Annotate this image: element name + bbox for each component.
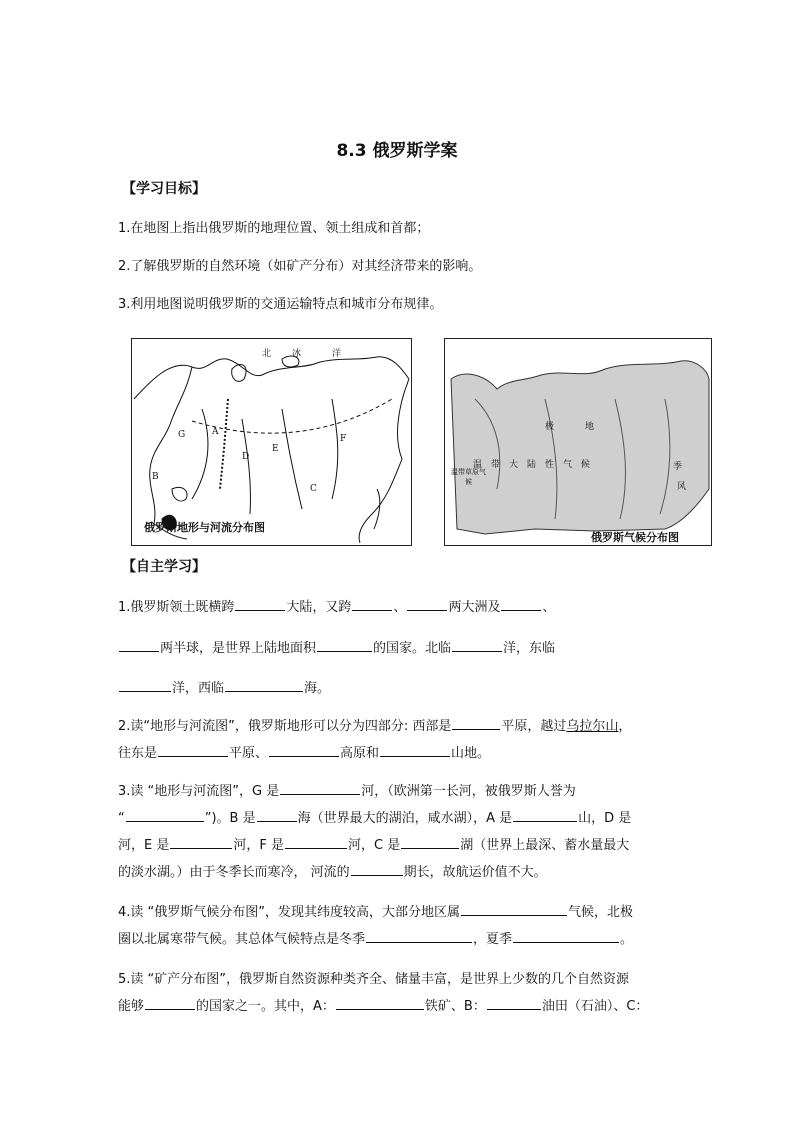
goal-item-1: 1.在地图上指出俄罗斯的地理位置、领土组成和首都； [118,221,430,236]
q5-line-2: 能够 的国家之一。其中，A： 铁矿、B： 油田（石油）、C： [118,999,649,1014]
q4-line-2: 圈以北属寒带气候。其总体气候特点是冬季 ，夏季 。 [118,932,634,947]
q4-line-1: 4.读 “俄罗斯气候分布图”，发现其纬度较高，大部分地区属 气候，北极 [118,905,634,920]
map-label-d: D [242,452,250,462]
blank[interactable] [317,639,372,652]
map-label-g: G [178,430,186,440]
blank[interactable] [126,809,204,822]
climate-label-6: 气 [563,460,573,470]
climate-extra-2: 候 [465,478,472,486]
blank[interactable] [351,863,403,876]
climate-extra-1: 温带草原气 [451,468,486,476]
blank[interactable] [461,903,567,916]
map-label-c: C [310,484,317,494]
climate-extra-6: 风 [677,482,687,492]
terrain-river-map-drawing [132,339,411,545]
climate-label-5: 性 [545,460,555,470]
blank[interactable] [513,809,577,822]
q1-line-1: 1.俄罗斯领土既横跨 大陆，又跨 、 两大洲及 、 [118,600,556,615]
blank[interactable] [145,997,195,1010]
map-label-e: E [272,444,279,454]
goal-item-3: 3.利用地图说明俄罗斯的交通运输特点和城市分布规律。 [118,297,443,312]
blank[interactable] [407,598,447,611]
climate-label-4: 陆 [527,460,537,470]
q1-line-3: 洋，西临 海。 [118,677,330,696]
q5-line-1: 5.读 “矿产分布图”，俄罗斯自然资源种类齐全、储量丰富，是世界上少数的几个自然资源 [118,972,630,987]
blank[interactable] [452,639,502,652]
climate-map-caption: 俄罗斯气候分布图 [591,531,679,544]
blank[interactable] [366,930,472,943]
goals-heading: 【学习目标】 [122,181,206,197]
self-study-heading: 【自主学习】 [122,559,206,575]
blank[interactable] [235,598,285,611]
map-label-f: F [340,434,347,444]
blank[interactable] [285,836,347,849]
blank[interactable] [352,598,392,611]
blank[interactable] [170,836,232,849]
goal-item-2: 2.了解俄罗斯的自然环境（如矿产分布）对其经济带来的影响。 [118,259,482,274]
climate-map [444,338,712,546]
climate-extra-5: 季 [673,462,683,472]
blank[interactable] [225,679,303,692]
terrain-map-caption: 俄罗斯地形与河流分布图 [144,521,265,534]
sea-char-3: 洋 [332,349,342,359]
climate-label-3: 大 [509,460,519,470]
climate-extra-3: 极 [545,422,555,432]
q2-line-1: 2.读“地形与河流图”，俄罗斯地形可以分为四部分: 西部是 平原，越过乌拉尔山， [118,719,632,734]
blank[interactable] [513,930,619,943]
blank[interactable] [452,717,500,730]
climate-label-2: 带 [491,460,501,470]
climate-label-7: 候 [581,460,591,470]
q3-line-1: 3.读 “地形与河流图”，G 是 河，（欧洲第一长河，被俄罗斯人誉为 [118,784,576,799]
sea-char-1: 北 [262,349,272,359]
blank[interactable] [336,997,424,1010]
sea-char-2: 冰 [292,349,302,359]
blank[interactable] [269,744,339,757]
q1-line-2: 两半球，是世界上陆地面积 的国家。北临 洋，东临 [118,637,555,656]
blank[interactable] [119,639,159,652]
blank[interactable] [257,809,297,822]
blank[interactable] [401,836,459,849]
q3-line-4: 的淡水湖。）由于冬季长而寒冷， 河流的 期长，故航运价值不大。 [118,865,547,880]
q3-line-3: 河，E 是 河，F 是 河，C 是 湖（世界上最深、蓄水量最大 [118,838,630,853]
blank[interactable] [119,679,171,692]
climate-extra-4: 地 [585,422,595,432]
blank[interactable] [487,997,541,1010]
climate-label-1: 温 [473,460,483,470]
terrain-river-map [131,338,412,546]
map-label-b: B [152,472,159,482]
map-label-a: A [212,427,219,437]
climate-map-drawing [445,339,711,545]
blank[interactable] [380,744,450,757]
blank[interactable] [280,782,360,795]
blank[interactable] [158,744,228,757]
q3-line-2: “ ”)。B 是 海（世界最大的湖泊，咸水湖），A 是 山，D 是 [118,811,632,826]
q2-line-2: 往东是 平原、 高原和 山地。 [118,746,491,761]
page-title: 8.3 俄罗斯学案 [336,141,458,161]
blank[interactable] [501,598,541,611]
